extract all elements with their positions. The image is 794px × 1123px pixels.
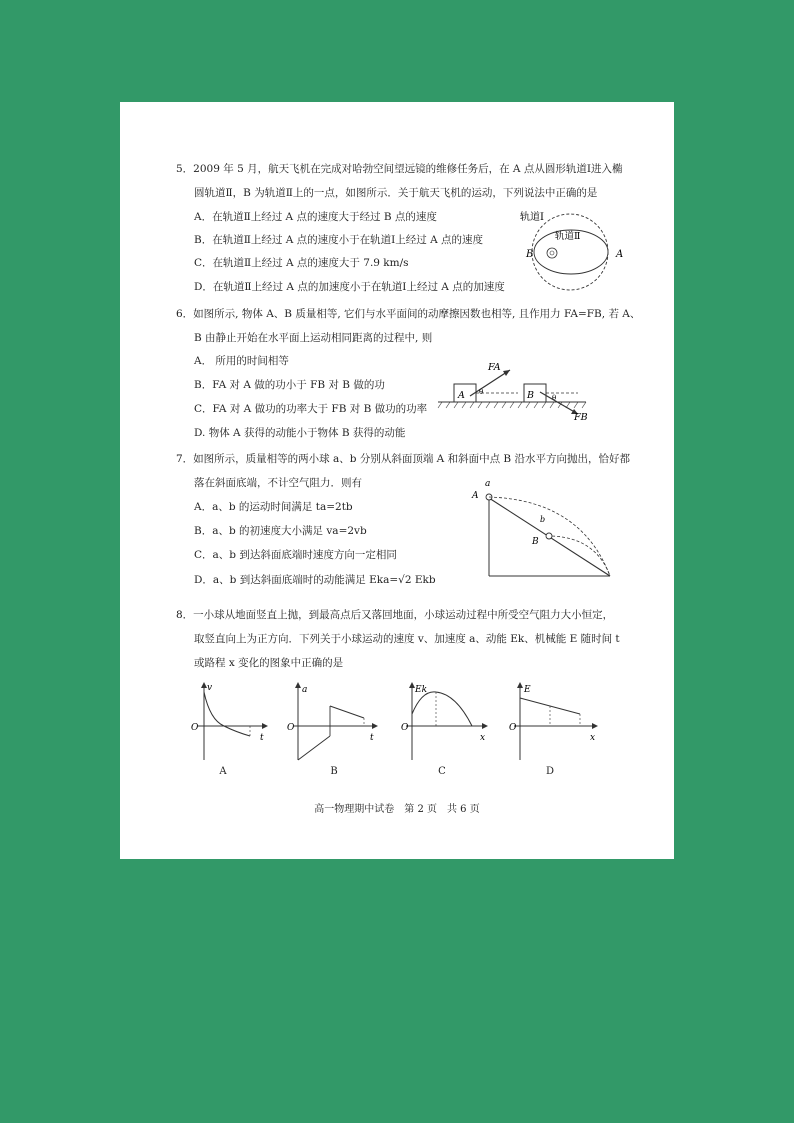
q6-option-b: B．FA 对 A 做的功小于 FB 对 B 做的功 — [194, 379, 385, 391]
orbit2-label: 轨道Ⅱ — [555, 231, 581, 242]
graph-a-yaxis: v — [207, 683, 213, 693]
graph-b-caption: B — [330, 766, 338, 777]
q6-stem-line2: B 由静止开始在水平面上运动相同距离的过程中, 则 — [194, 332, 433, 344]
q7-stem-line1: 7．如图所示，质量相等的两小球 a、b 分别从斜面顶端 A 和斜面中点 B 沿水平方向抛出，恰好都 — [176, 453, 630, 465]
q5-option-a: A．在轨道Ⅱ上经过 A 点的速度大于经过 B 点的速度 — [194, 211, 437, 223]
fa-label: FA — [488, 362, 501, 373]
graph-d-caption: D — [545, 766, 555, 777]
exam-page — [120, 102, 674, 859]
q5-option-d: D．在轨道Ⅱ上经过 A 点的加速度小于在轨道Ⅰ上经过 A 点的加速度 — [194, 281, 505, 293]
q7-option-a: A．a、b 的运动时间满足 ta=2tb — [194, 501, 353, 513]
theta-b-label: θ — [552, 394, 557, 402]
q7-incline-diagram — [466, 472, 616, 580]
orbit1-label: 轨道Ⅰ — [520, 212, 544, 223]
point-b-label: B — [526, 249, 534, 260]
graph-c-yaxis: Ek — [415, 685, 428, 695]
block-b-label: B — [527, 390, 534, 401]
q5-stem-line1: 5．2009 年 5 月，航天飞机在完成对哈勃空间望远镜的维修任务后，在 A 点从圆形轨道Ⅰ进入椭 — [176, 163, 623, 175]
q5-stem-line2: 圆轨道Ⅱ，B 为轨道Ⅱ上的一点，如图所示．关于航天飞机的运动，下列说法中正确的是 — [194, 187, 598, 199]
q5-option-c: C．在轨道Ⅱ上经过 A 点的速度大于 7.9 km/s — [194, 257, 409, 269]
q7-option-c: C．a、b 到达斜面底端时速度方向一定相同 — [194, 549, 397, 561]
theta-a-label: θ — [479, 388, 484, 396]
q6-option-d: D. 物体 A 获得的动能小于物体 B 获得的动能 — [194, 427, 406, 439]
ball-b — [546, 533, 552, 539]
q8-stem-line1: 8．一小球从地面竖直上抛，到最高点后又落回地面，小球运动过程中所受空气阻力大小恒定， — [176, 609, 614, 621]
q8-stem-line3: 或路程 x 变化的图象中正确的是 — [194, 657, 344, 669]
graph-b-yaxis: a — [302, 685, 308, 695]
force-fb-arrow — [540, 392, 578, 414]
q8-graph-b — [284, 680, 380, 762]
q6-option-a: A． 所用的时间相等 — [194, 355, 289, 367]
q5-orbit-diagram — [510, 206, 630, 292]
ball-b-label: b — [540, 515, 546, 524]
earth-icon — [547, 248, 557, 258]
point-a-label: A — [616, 249, 624, 260]
graph-d-yaxis: E — [524, 685, 531, 695]
q7-stem-line2: 落在斜面底端，不计空气阻力．则有 — [194, 477, 362, 489]
graph-c-origin: O — [401, 723, 409, 733]
q8-graph-c — [396, 680, 492, 762]
graph-c-caption: C — [438, 766, 446, 777]
graph-b-xaxis: t — [370, 733, 374, 743]
graph-b-origin: O — [287, 723, 295, 733]
ball-a-label: a — [485, 479, 491, 489]
block-a-label: A — [458, 390, 465, 401]
q7-option-b: B．a、b 的初速度大小满足 va=2vb — [194, 525, 367, 537]
point-a-label: A — [472, 491, 479, 501]
point-b-label: B — [532, 537, 539, 547]
q6-option-c: C．FA 对 A 做功的功率大于 FB 对 B 做功的功率 — [194, 403, 428, 415]
q7-option-d: D．a、b 到达斜面底端时的动能满足 Eka=√2 Ekb — [194, 574, 436, 586]
q8-graph-d — [506, 680, 602, 762]
graph-a-caption: A — [219, 766, 227, 777]
q6-stem-line1: 6．如图所示, 物体 A、B 质量相等, 它们与水平面间的动摩擦因数也相等, 且作用力 FA=FB, 若 A、 — [176, 308, 641, 320]
graph-d-xaxis: x — [590, 733, 596, 743]
q5-option-b: B．在轨道Ⅱ上经过 A 点的速度小于在轨道Ⅰ上经过 A 点的速度 — [194, 234, 484, 246]
page-footer: 高一物理期中试卷 第 2 页 共 6 页 — [314, 804, 480, 815]
q6-blocks-diagram — [436, 358, 594, 422]
graph-a-xaxis: t — [260, 733, 264, 743]
graph-d-origin: O — [509, 723, 517, 733]
graph-a-origin: O — [191, 723, 199, 733]
graph-c-xaxis: x — [480, 733, 486, 743]
q8-graph-a — [188, 680, 272, 762]
q8-stem-line2: 取竖直向上为正方向．下列关于小球运动的速度 v、加速度 a、动能 Ek、机械能 E 随时间 t — [194, 633, 620, 645]
fb-label: FB — [574, 412, 588, 422]
force-fa-arrow — [470, 370, 510, 396]
